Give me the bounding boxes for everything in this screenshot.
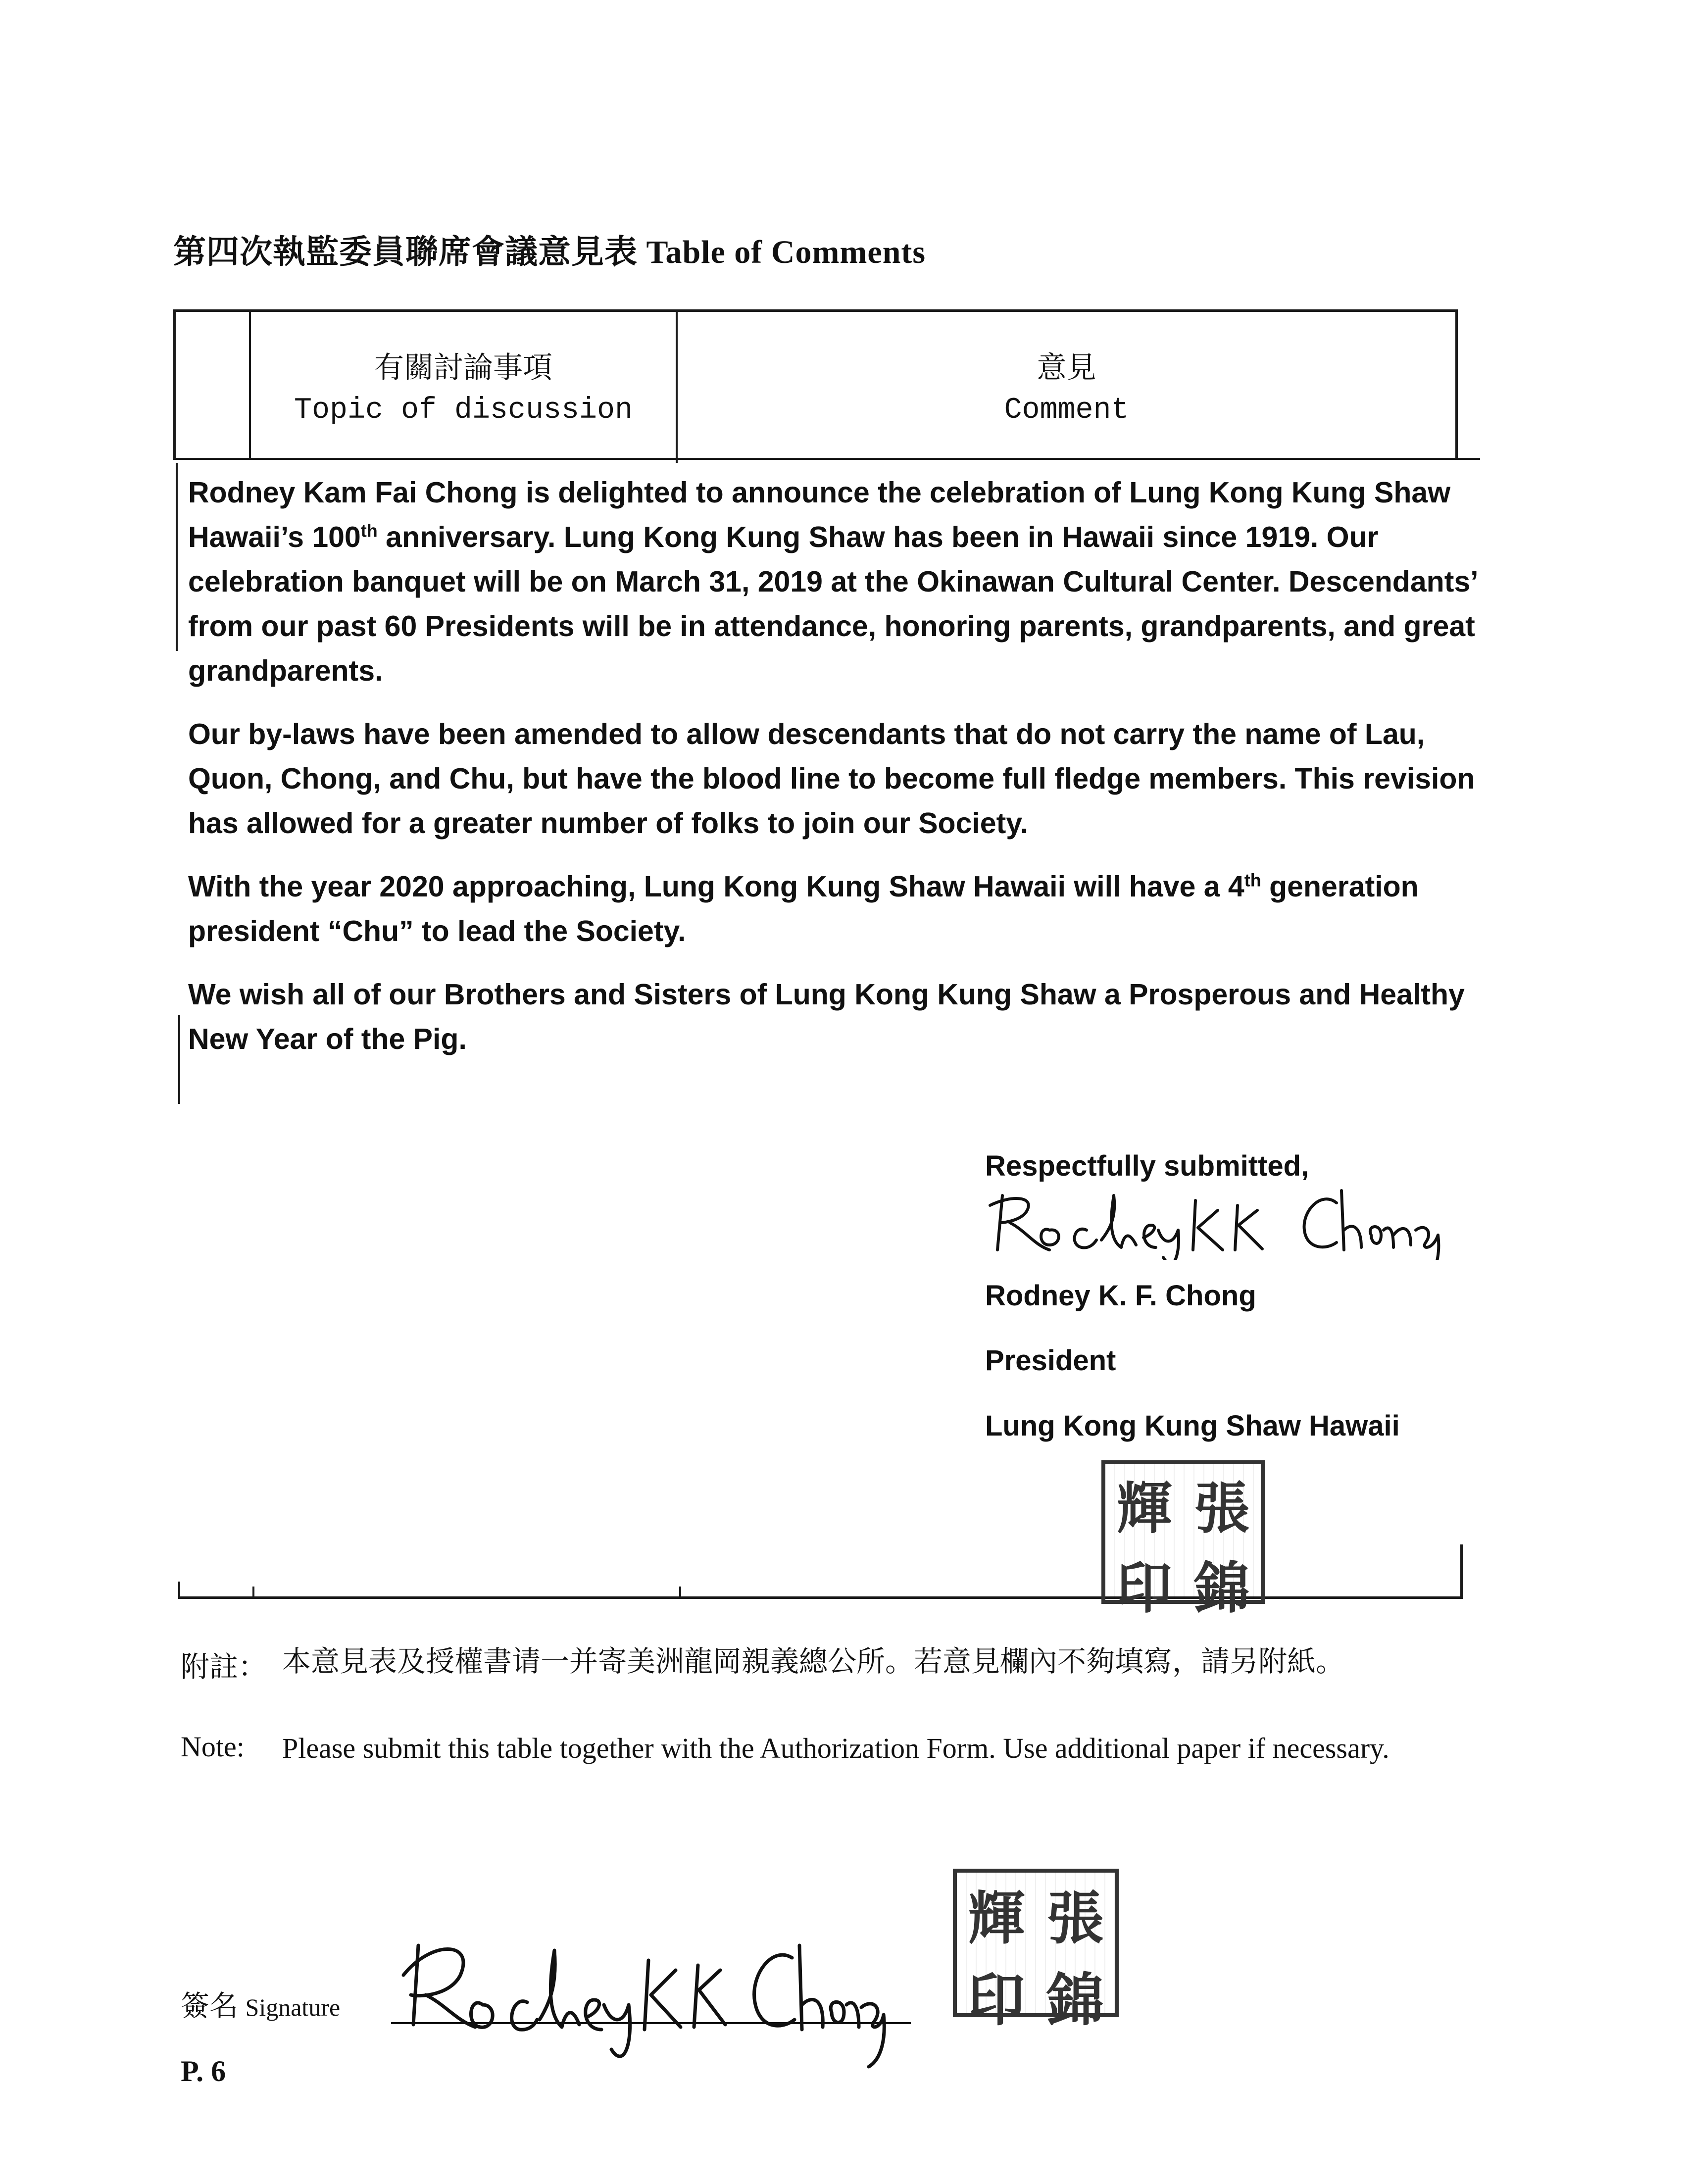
comment-header-en: Comment [1004,394,1129,427]
topic-header-zh: 有關討論事項 [374,351,552,384]
comment-paragraph-1 [188,470,1490,693]
table-top-border [173,309,1458,312]
comment-p1-part-a: Rodney Kam Fai Chong is delighted to announce the celebration of Lung Kong Kung Shaw Hawaii’s 100 [188,476,1451,553]
seal-char-4: 錦 [1194,1556,1250,1621]
table-bottom-col1-tick [252,1587,254,1599]
table-bottom-border [178,1596,1463,1599]
body-left-border-upper [176,463,178,651]
comment-body [188,470,1490,1080]
topic-header [251,347,676,432]
seal-char-3: 印 [1116,1556,1172,1621]
page-number: P. 6 [181,2055,226,2087]
signature-label [181,1983,340,2024]
note-text-en: Please submit this table together with the Authorization Form. Use additional paper if necessary. [282,1732,1389,1764]
signoff-role: President [985,1344,1116,1377]
signature-underline [391,2022,911,2024]
comment-p3-sup: th [1244,870,1261,891]
table-bottom-right-tick [1460,1544,1463,1599]
seal2-char-3: 印 [968,1967,1025,2034]
note-text-zh: 本意見表及授權書请一并寄美洲龍岡親義總公所。若意見欄內不夠填寫，請另附紙。 [282,1645,1345,1678]
comment-header-zh: 意見 [1037,351,1096,384]
body-left-border-lower [178,1015,180,1104]
comment-paragraph-3 [188,864,1490,953]
comment-p1-part-b: anniversary. Lung Kong Kung Shaw has been in Hawaii since 1919. Our celebration banquet will be on March 31, 2019 at the Okinawan Cultural Center. Descendants’ from our past 60 Presidents will be in attendance, honoring parents, grandparents, and great grandparents. [188,521,1477,687]
signature-seal-stamp [953,1869,1119,2034]
note-label-zh: 附註： [181,1651,267,1683]
seal2-char-1: 輝 [968,1885,1025,1952]
seal2-char-2: 張 [1046,1885,1104,1952]
page-title: 第四次執監委員聯席會議意見表 Table of Comments [173,234,926,270]
signoff-seal-stamp [1101,1460,1265,1621]
table-left-border [173,309,176,458]
seal2-char-4: 錦 [1046,1967,1104,2034]
comment-p1-sup: th [360,520,378,541]
signature-label-zh: 簽名 [181,1990,239,2022]
note-label-en: Note: [181,1731,245,1763]
signature-field-signature [391,1911,886,2074]
comment-header [678,347,1455,432]
signoff-signature [980,1176,1445,1260]
comment-paragraph-2: Our by-laws have been amended to allow descendants that do not carry the name of Lau, Quon, Chong, and Chu, but have the blood line to become full fledge members. This revision has allowed for a greater number of folks to join our Society. [188,718,1475,840]
signature-label-en: Signature [245,1993,341,2021]
topic-header-en: Topic of discussion [294,394,633,427]
table-header-bottom-border [173,458,1480,460]
signoff-org: Lung Kong Kung Shaw Hawaii [985,1410,1400,1442]
signoff-closing: Respectfully submitted, [985,1150,1309,1182]
table-right-border [1455,309,1458,458]
seal-char-2: 張 [1194,1476,1250,1541]
comment-p3-part-b: generation president “Chu” to lead the Society. [188,870,1419,947]
table-bottom-col2-tick [679,1587,681,1599]
comment-paragraph-4: We wish all of our Brothers and Sisters of Lung Kong Kung Shaw a Prosperous and Healthy New Year of the Pig. [188,978,1465,1055]
seal-char-1: 輝 [1116,1476,1172,1541]
comment-p3-part-a: With the year 2020 approaching, Lung Kong Kung Shaw Hawaii will have a 4 [188,870,1244,903]
signoff-name: Rodney K. F. Chong [985,1280,1256,1312]
table-bottom-left-tick [178,1582,180,1599]
